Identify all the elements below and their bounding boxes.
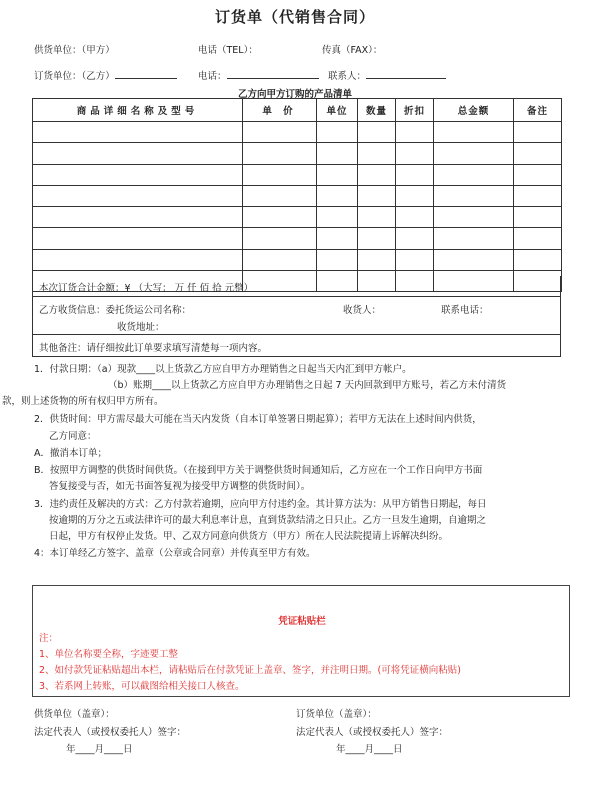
table-cell[interactable] bbox=[358, 207, 396, 228]
term-3a: 3．违约责任及解决的方式：乙方付款若逾期，应向甲方付违约金。其计算方法为：从甲方销售日期起，每日 bbox=[34, 499, 487, 510]
table-cell[interactable] bbox=[514, 122, 562, 143]
table-cell[interactable] bbox=[317, 143, 358, 164]
table-cell[interactable] bbox=[358, 122, 396, 143]
table-cell[interactable] bbox=[434, 143, 514, 164]
table-cell[interactable] bbox=[33, 228, 243, 249]
phone-field[interactable] bbox=[227, 69, 319, 79]
table-cell[interactable] bbox=[317, 164, 358, 185]
table-cell[interactable] bbox=[434, 185, 514, 206]
table-cell[interactable] bbox=[434, 249, 514, 270]
table-cell[interactable] bbox=[358, 164, 396, 185]
table-cell[interactable] bbox=[434, 164, 514, 185]
table-cell[interactable] bbox=[358, 143, 396, 164]
term-B1: B．按照甲方调整的供货时间供货。（在接到甲方关于调整供货时间通知后，乙方应在一个工作日向甲方书面 bbox=[34, 465, 483, 476]
supplier-date: 年____月____日 bbox=[66, 744, 133, 755]
table-row bbox=[33, 249, 562, 270]
term-3c: 日起，甲方有权停止发货。甲、乙双方同意向供货方（甲方）所在人民法院提请上诉解决纠纷。 bbox=[49, 531, 449, 542]
table-cell[interactable] bbox=[396, 143, 434, 164]
table-cell[interactable] bbox=[514, 228, 562, 249]
voucher-box bbox=[32, 585, 570, 697]
table-cell[interactable] bbox=[514, 185, 562, 206]
table-cell[interactable] bbox=[243, 249, 317, 270]
table-cell[interactable] bbox=[434, 228, 514, 249]
document-title: 订货单（代销售合同） bbox=[214, 8, 375, 26]
col-header-unit: 单位 bbox=[317, 99, 358, 122]
term-A: A．撤消本订单； bbox=[34, 448, 107, 459]
table-cell[interactable] bbox=[317, 228, 358, 249]
col-header-total: 总金额 bbox=[434, 99, 514, 122]
table-cell[interactable] bbox=[358, 185, 396, 206]
supplier-rep-label: 法定代表人（或授权委托人）签字： bbox=[34, 727, 187, 738]
voucher-title: 凭证粘贴栏 bbox=[278, 616, 326, 627]
voucher-note-1: 1、单位名称要全称，字迹要工整 bbox=[39, 649, 179, 660]
term-B2: 答复接受与否，如无书面答复视为接受甲方调整的供货时间）。 bbox=[49, 481, 311, 492]
table-cell[interactable] bbox=[243, 164, 317, 185]
buyer-label: 订货单位：（乙方） bbox=[34, 71, 115, 82]
buyer-row bbox=[34, 68, 177, 82]
table-cell[interactable] bbox=[396, 228, 434, 249]
col-header-price: 单 价 bbox=[243, 99, 317, 122]
receive-label: 乙方收货信息：委托货运公司名称： bbox=[39, 305, 192, 316]
table-cell[interactable] bbox=[33, 143, 243, 164]
table-cell[interactable] bbox=[396, 164, 434, 185]
contact-row bbox=[328, 68, 446, 82]
table-cell[interactable] bbox=[317, 249, 358, 270]
term-2b: 乙方同意： bbox=[49, 431, 97, 442]
table-cell[interactable] bbox=[396, 122, 434, 143]
remarks-label: 其他备注：请仔细按此订单要求填写清楚每一项内容。 bbox=[39, 343, 268, 354]
receive-row bbox=[32, 297, 561, 335]
table-cell[interactable] bbox=[514, 143, 562, 164]
term-4: 4：本订单经乙方签字、盖章（公章或合同章）并传真至甲方有效。 bbox=[34, 548, 316, 559]
fax-label: 传真（FAX）： bbox=[322, 45, 383, 56]
voucher-note-3: 3、若系网上转账，可以截图给相关接口人核查。 bbox=[39, 681, 245, 692]
table-cell[interactable] bbox=[243, 143, 317, 164]
table-cell[interactable] bbox=[514, 207, 562, 228]
buyer-rep-label: 法定代表人（或授权委托人）签字： bbox=[296, 727, 449, 738]
total-label: 本次订货合计金额：¥ （大写： 万 仟 佰 拾 元整） bbox=[39, 283, 254, 294]
table-cell[interactable] bbox=[243, 228, 317, 249]
voucher-note-label: 注： bbox=[39, 633, 59, 644]
table-cell[interactable] bbox=[33, 122, 243, 143]
table-cell[interactable] bbox=[434, 122, 514, 143]
product-table bbox=[32, 98, 562, 292]
buyer-stamp-label: 订货单位（盖章）： bbox=[296, 709, 377, 720]
table-cell[interactable] bbox=[514, 249, 562, 270]
table-cell[interactable] bbox=[317, 185, 358, 206]
contact-field[interactable] bbox=[366, 69, 446, 79]
buyer-date: 年____月____日 bbox=[336, 744, 403, 755]
phone-label: 电话： bbox=[198, 71, 227, 82]
table-row bbox=[33, 207, 562, 228]
term-1c: 款，则上述货物的所有权归甲方所有。 bbox=[2, 396, 164, 407]
term-1a: 1．付款日期：（a）现款____以上货款乙方应自甲方办理销售之日起当天内汇到甲方帐户。 bbox=[34, 364, 412, 375]
table-header-row bbox=[33, 99, 562, 122]
table-cell[interactable] bbox=[396, 207, 434, 228]
term-1b: （b）账期____以上货款乙方应自甲方办理销售之日起 7 天内回款到甲方账号，若乙方未付清货 bbox=[108, 380, 507, 391]
table-cell[interactable] bbox=[434, 207, 514, 228]
contact-phone-label: 联系电话： bbox=[441, 305, 489, 316]
table-cell[interactable] bbox=[396, 185, 434, 206]
table-cell[interactable] bbox=[396, 249, 434, 270]
table-cell[interactable] bbox=[243, 185, 317, 206]
buyer-field[interactable] bbox=[115, 69, 177, 79]
tel-label: 电话（TEL）： bbox=[198, 45, 258, 56]
total-row bbox=[32, 276, 561, 297]
table-row bbox=[33, 122, 562, 143]
table-cell[interactable] bbox=[358, 228, 396, 249]
table-cell[interactable] bbox=[33, 185, 243, 206]
supplier-label: 供货单位：（甲方） bbox=[34, 45, 115, 56]
phone-row bbox=[198, 68, 319, 82]
col-header-name: 商品详细名称及型号 bbox=[33, 99, 243, 122]
term-2a: 2．供货时间：甲方需尽最大可能在当天内发货（自本订单签署日期起算）；若甲方无法在上述时间内供货， bbox=[34, 414, 482, 425]
table-row bbox=[33, 164, 562, 185]
col-header-remark: 备注 bbox=[514, 99, 562, 122]
table-cell[interactable] bbox=[33, 207, 243, 228]
table-row bbox=[33, 228, 562, 249]
table-cell[interactable] bbox=[358, 249, 396, 270]
contact-label: 联系人： bbox=[328, 71, 367, 82]
col-header-discount: 折扣 bbox=[396, 99, 434, 122]
col-header-qty: 数量 bbox=[358, 99, 396, 122]
table-cell[interactable] bbox=[317, 122, 358, 143]
term-3b: 按逾期的万分之五或法律许可的最大利息率计息，直到货款结清之日只止。乙方一旦发生逾期，自逾期之 bbox=[49, 515, 487, 526]
table-title: 乙方向甲方订购的产品清单 bbox=[237, 89, 352, 100]
table-row bbox=[33, 185, 562, 206]
table-cell[interactable] bbox=[243, 207, 317, 228]
table-cell[interactable] bbox=[243, 122, 317, 143]
remarks-row bbox=[32, 335, 561, 357]
table-cell[interactable] bbox=[33, 164, 243, 185]
table-row bbox=[33, 143, 562, 164]
table-cell[interactable] bbox=[514, 164, 562, 185]
address-label: 收货地址： bbox=[117, 322, 165, 333]
supplier-stamp-label: 供货单位（盖章）： bbox=[34, 709, 115, 720]
receiver-label: 收货人： bbox=[343, 305, 382, 316]
table-cell[interactable] bbox=[33, 249, 243, 270]
table-cell[interactable] bbox=[317, 207, 358, 228]
voucher-note-2: 2、如付款凭证粘贴超出本栏，请粘贴后在付款凭证上盖章、签字，并注明日期。(可将凭证横向粘贴) bbox=[39, 665, 461, 676]
